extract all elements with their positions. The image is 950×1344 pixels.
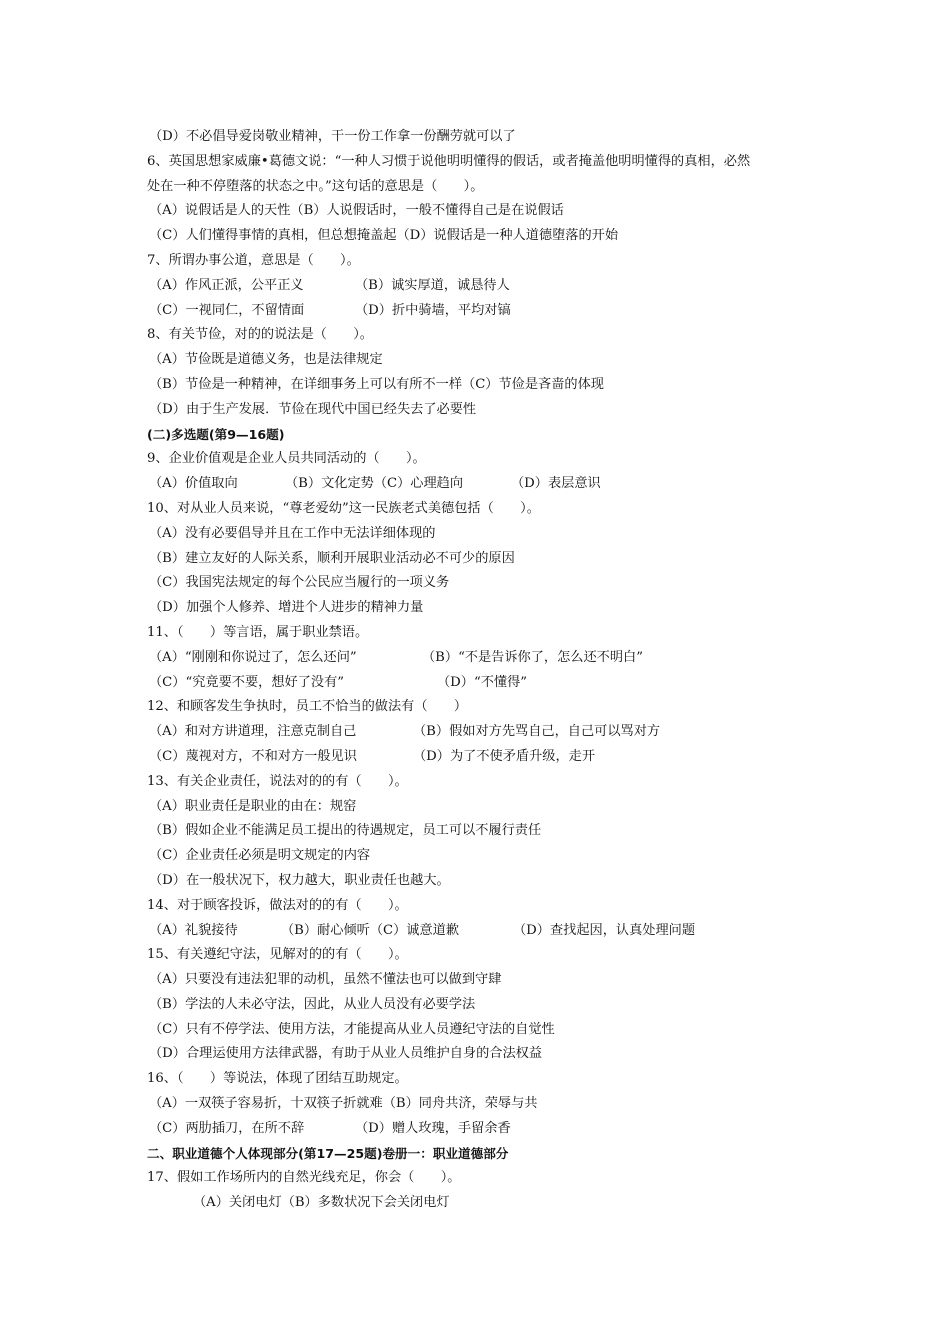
line-text: （B）建立友好的人际关系，顺利开展职业活动必不可少的原因: [149, 550, 515, 566]
line-text: 11、（ ）等言语，属于职业禁语。: [147, 624, 369, 640]
answer-options: [147, 968, 847, 993]
answer-options: [147, 596, 847, 621]
option-segment: （C）两肋插刀，在所不辞: [149, 1120, 305, 1136]
line-text: 15、有关遵纪守法，见解对的的有（ ）。: [147, 947, 408, 963]
line-text: （A）没有必要倡导并且在工作中无法详细体现的: [149, 525, 436, 541]
line-text: 16、（ ）等说法，体现了团结互助规定。: [147, 1071, 408, 1087]
line-text: 14、对于顾客投诉，做法对的的有（ ）。: [147, 897, 408, 913]
option-segment: （D）表层意识: [511, 476, 601, 492]
line-text: 13、有关企业责任，说法对的的有（ ）。: [147, 773, 408, 789]
line-text: 6、英国思想家威廉•葛德文说：“一种人习惯于说他明明懂得的假话，或者掩盖他明明懂得的真相，必然: [147, 153, 751, 169]
answer-options: [147, 522, 847, 547]
answer-options: [147, 795, 847, 820]
question-text: [147, 497, 847, 522]
line-text: （A）关闭电灯（B）多数状况下会关闭电灯: [193, 1195, 450, 1211]
option-segment: （A）作风正派，公平正义: [149, 277, 304, 293]
line-text: （A）说假话是人的天性（B）人说假话时，一般不懂得自己是在说假话: [149, 203, 564, 219]
line-text: （D）合理运使用方法律武器，有助于从业人员维护自身的合法权益: [149, 1046, 543, 1062]
answer-options: [147, 1092, 847, 1117]
answer-options: [147, 1117, 847, 1142]
answer-options: [147, 199, 847, 224]
line-text: 7、所谓办事公道，意思是（ ）。: [147, 252, 360, 268]
answer-options: [147, 373, 847, 398]
answer-options: [147, 646, 847, 671]
option-segment: （C）“究竟要不要，想好了没有”: [149, 674, 345, 690]
option-segment: （C）蔑视对方，不和对方一般见识: [149, 748, 357, 764]
answer-options: [147, 819, 847, 844]
line-text: （C）只有不停学法、使用方法，才能提高从业人员遵纪守法的自觉性: [149, 1021, 555, 1037]
line-text: 12、和顾客发生争执时，员工不恰当的做法有（ ）: [147, 699, 468, 715]
question-text: [147, 323, 847, 348]
option-segment: （D）折中骑墙，平均对镐: [355, 302, 511, 318]
question-text: [147, 695, 847, 720]
option-segment: （B）“不是告诉你了，怎么还不明白”: [422, 649, 643, 665]
option-segment: （D）赠人玫瑰，手留余香: [355, 1120, 511, 1136]
answer-options: [147, 125, 847, 150]
line-text: 9、企业价值观是企业人员共同活动的（ ）。: [147, 451, 426, 467]
answer-options: [147, 571, 847, 596]
option-segment: （B）文化定势（C）心理趋向: [285, 476, 464, 492]
question-text: [147, 150, 847, 175]
question-text: [147, 1067, 847, 1092]
answer-options: [147, 869, 847, 894]
answer-options: [147, 1042, 847, 1067]
line-text: （A）节俭既是道德义务，也是法律规定: [149, 352, 383, 368]
line-text: 10、对从业人员来说，“尊老爱幼”这一民族老式美德包括（ ）。: [147, 500, 540, 516]
question-text: [147, 894, 847, 919]
line-text: (二)多选题(第9—16题): [147, 426, 285, 442]
answer-options: [147, 348, 847, 373]
exam-content: [147, 125, 847, 1216]
option-segment: （A）礼貌接待: [149, 922, 238, 938]
line-text: 二、职业道德个人体现部分(第17—25题)卷册一：职业道德部分: [147, 1145, 509, 1161]
answer-options: [147, 274, 847, 299]
answer-options: [147, 398, 847, 423]
option-segment: （D）为了不使矛盾升级，走开: [413, 748, 596, 764]
section-heading: [147, 423, 847, 448]
question-text: [147, 621, 847, 646]
answer-options: [147, 472, 847, 497]
question-text: [147, 249, 847, 274]
answer-options: [147, 1018, 847, 1043]
option-segment: （A）和对方讲道理，注意克制自己: [149, 724, 357, 740]
option-segment: （D）查找起因，认真处理问题: [513, 922, 696, 938]
answer-options: [147, 671, 847, 696]
option-segment: （B）耐心倾听（C）诚意道歉: [281, 922, 460, 938]
section-heading: [147, 1142, 847, 1167]
line-text: （A）职业责任是职业的由在：规窑: [149, 798, 357, 814]
option-segment: （A）“刚刚和你说过了，怎么还问”: [149, 649, 357, 665]
answer-options: [147, 993, 847, 1018]
option-segment: （B）诚实厚道，诚恳待人: [355, 277, 510, 293]
line-text: （B）节俭是一种精神，在详细事务上可以有所不一样（C）节俭是吝啬的体现: [149, 376, 604, 392]
answer-options: [147, 844, 847, 869]
answer-options: [147, 1191, 847, 1216]
line-text: （D）不必倡导爱岗敬业精神，干一份工作拿一份酬劳就可以了: [149, 129, 516, 144]
line-text: （B）学法的人未必守法，因此，从业人员没有必要学法: [149, 996, 476, 1012]
line-text: 8、有关节俭，对的的说法是（ ）。: [147, 327, 373, 343]
answer-options: [147, 745, 847, 770]
question-text: [147, 175, 847, 200]
answer-options: [147, 299, 847, 324]
question-text: [147, 1166, 847, 1191]
line-text: （C）企业责任必须是明文规定的内容: [149, 848, 371, 864]
line-text: （D）在一般状况下，权力越大，职业责任也越大。: [149, 872, 450, 888]
line-text: （A）只要没有违法犯罪的动机，虽然不懂法也可以做到守肆: [149, 972, 502, 988]
line-text: 处在一种不停堕落的状态之中。”这句话的意思是（ ）。: [147, 178, 484, 194]
question-text: [147, 770, 847, 795]
answer-options: [147, 720, 847, 745]
line-text: （B）假如企业不能满足员工提出的待遇规定，员工可以不履行责任: [149, 823, 542, 839]
option-segment: （C）一视同仁，不留情面: [149, 302, 305, 318]
question-text: [147, 447, 847, 472]
option-segment: （B）假如对方先骂自己，自己可以骂对方: [413, 724, 661, 740]
question-text: [147, 943, 847, 968]
option-segment: （D）“不懂得”: [437, 674, 527, 690]
answer-options: [147, 224, 847, 249]
answer-options: [147, 919, 847, 944]
line-text: （D）由于生产发展．节俭在现代中国已经失去了必要性: [149, 401, 477, 417]
line-text: （C）我国宪法规定的每个公民应当履行的一项义务: [149, 575, 450, 591]
line-text: （A）一双筷子容易折，十双筷子折就难（B）同舟共济，荣辱与共: [149, 1096, 538, 1112]
answer-options: [147, 547, 847, 572]
line-text: （C）人们懂得事情的真相，但总想掩盖起（D）说假话是一种人道德堕落的开始: [149, 228, 619, 244]
line-text: 17、假如工作场所内的自然光线充足，你会（ ）。: [147, 1170, 461, 1186]
line-text: （D）加强个人修养、增进个人进步的精神力量: [149, 600, 424, 616]
option-segment: （A）价值取向: [149, 476, 238, 492]
